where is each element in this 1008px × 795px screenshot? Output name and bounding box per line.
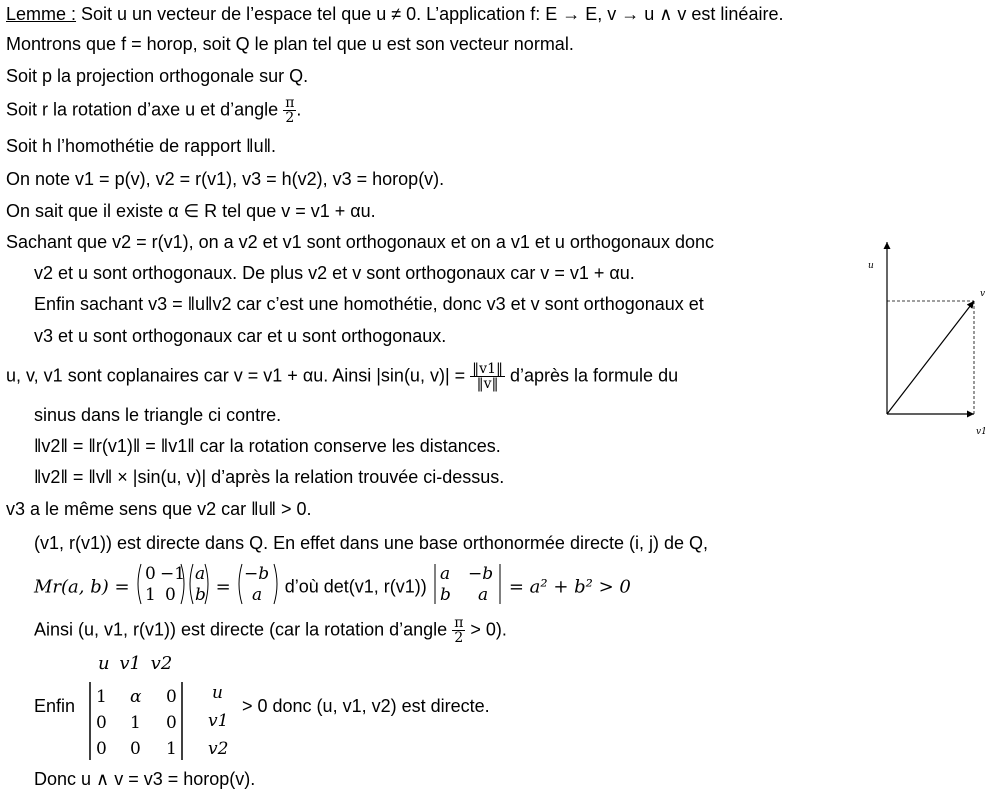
- matrix-dou: d’où det(v1, r(v1)): [284, 576, 427, 597]
- v-arrow: [887, 301, 974, 414]
- ainsi-denominator: 2: [454, 630, 464, 646]
- fig-label-v: v: [980, 289, 986, 299]
- det3-side-v2: v2: [208, 739, 229, 759]
- matrix-lhs: Mr(a, b) =: [34, 576, 130, 598]
- det2-00: a: [439, 564, 450, 584]
- line-orthogonaux-1: v2 et u sont orthogonaux. De plus v2 et v sont orthogonaux car v = v1 + αu.: [34, 263, 635, 283]
- rotation-matrix: [135, 562, 187, 613]
- line-enfin-sachant: Enfin sachant v3 = ‖u‖v2 car c’est une homothétie, donc v3 et v sont orthogonaux et: [34, 294, 704, 314]
- lemma-text: Soit u un vecteur de l’espace tel que u ≠ 0. L’application f: E → E, v → u ∧ v est linéaire.: [76, 4, 784, 24]
- matrix-rhs: = a² + b² > 0: [508, 576, 631, 598]
- det2-10: b: [439, 585, 451, 605]
- coplanaires-text: u, v, v1 sont coplanaires car v = v1 + αu. Ainsi |sin(u, v)| =: [6, 365, 466, 386]
- det3-01: α: [130, 687, 142, 707]
- line-enfin-label: Enfin: [34, 696, 76, 716]
- ab-b: b: [194, 585, 206, 605]
- det2-matrix: [432, 562, 504, 613]
- rot-11: 0: [164, 585, 176, 605]
- fraction-numerator: π: [285, 95, 295, 111]
- fig-label-u: u: [868, 261, 874, 271]
- rot-10: 1: [144, 585, 156, 605]
- pi-over-2-fraction: [283, 96, 296, 125]
- line-sachant: Sachant que v2 = r(v1), on a v2 et v1 sont orthogonaux et on a v1 et u orthogonaux donc: [6, 232, 714, 252]
- vector-diagram: [862, 236, 1002, 446]
- rotation-matrix-svg: [135, 562, 187, 606]
- line-sinus: sinus dans le triangle ci contre.: [34, 405, 282, 425]
- det3-21: 0: [130, 739, 141, 759]
- res-top: −b: [243, 564, 269, 584]
- line-homothetie: Soit h l’homothétie de rapport ‖u‖.: [6, 136, 277, 156]
- line-orthogonaux-2: v3 et u sont orthogonaux car et u sont orthogonaux.: [34, 326, 447, 346]
- rot-01: −1: [159, 564, 185, 584]
- det3-column-header: u v1 v2: [98, 653, 173, 674]
- norm-denominator: ‖v‖: [476, 376, 499, 392]
- result-vector-svg: [236, 562, 280, 606]
- norm-fraction: [470, 362, 505, 391]
- det3-side-u: u: [212, 683, 223, 703]
- line-directe-q: (v1, r(v1)) est directe dans Q. En effet dans une base orthonormée directe (i, j) de Q,: [34, 533, 708, 553]
- line-meme-sens: v3 a le même sens que v2 car ‖u‖ > 0.: [6, 499, 312, 519]
- line-montrons: Montrons que f = horop, soit Q le plan tel que u est son vecteur normal.: [6, 34, 574, 54]
- line-norm-rotation: ‖v2‖ = ‖r(v1)‖ = ‖v1‖ car la rotation conserve les distances.: [34, 436, 501, 456]
- det3-22: 1: [166, 739, 177, 759]
- line-norm-sin: ‖v2‖ = ‖v‖ × |sin(u, v)| d’après la relation trouvée ci-dessus.: [34, 467, 505, 487]
- line-notation: On note v1 = p(v), v2 = r(v1), v3 = h(v2), v3 = horop(v).: [6, 169, 445, 189]
- rotation-period: .: [296, 99, 302, 120]
- coplanaires-post: d’après la formule du: [510, 365, 679, 386]
- result-vector: [236, 562, 280, 613]
- fig-label-v1: v1: [976, 427, 987, 437]
- ab-vector-svg: [187, 562, 211, 606]
- det3-02: 0: [166, 687, 177, 707]
- line-projection: Soit p la projection orthogonale sur Q.: [6, 66, 309, 86]
- fraction-denominator: 2: [285, 110, 295, 126]
- det3-11: 1: [130, 713, 141, 733]
- rot-00: 0: [144, 564, 156, 584]
- ainsi-numerator: π: [454, 615, 464, 631]
- res-bot: a: [251, 585, 262, 605]
- line-alpha: On sait que il existe α ∈ R tel que v = v1 + αu.: [6, 201, 376, 221]
- ainsi-text: Ainsi (u, v1, r(v1)) est directe (car la rotation d’angle: [34, 619, 448, 640]
- ab-a: a: [194, 564, 205, 584]
- norm-numerator: ‖v1‖: [472, 361, 503, 377]
- det2-01: −b: [467, 564, 493, 584]
- rotation-text: Soit r la rotation d’axe u et d’angle: [6, 99, 279, 120]
- det3-10: 0: [96, 713, 107, 733]
- ainsi-fraction: [452, 616, 465, 645]
- det2-svg: [432, 562, 504, 606]
- line-conclusion: Donc u ∧ v = v3 = horop(v).: [34, 769, 256, 789]
- det3-12: 0: [166, 713, 177, 733]
- line-enfin-post: > 0 donc (u, v1, v2) est directe.: [242, 696, 490, 716]
- det3-20: 0: [96, 739, 107, 759]
- line-rotation: [6, 96, 301, 125]
- line-coplanaires: [6, 362, 678, 391]
- ab-vector: [187, 562, 211, 613]
- det3-svg: [86, 680, 236, 762]
- line-ainsi: [34, 616, 507, 645]
- det3-side-v1: v1: [208, 711, 229, 731]
- lemma-line: [6, 2, 783, 26]
- det2-11: a: [477, 585, 488, 605]
- det3-00: 1: [96, 687, 107, 707]
- ainsi-post: > 0).: [470, 619, 507, 640]
- lemma-label: Lemme :: [6, 4, 77, 24]
- line-matrix: Mr(a, b) = 0 −1 1 0 a b = −b a d’où det(v1, r(v1)) a −b b a = a² + b² > 0: [34, 562, 631, 608]
